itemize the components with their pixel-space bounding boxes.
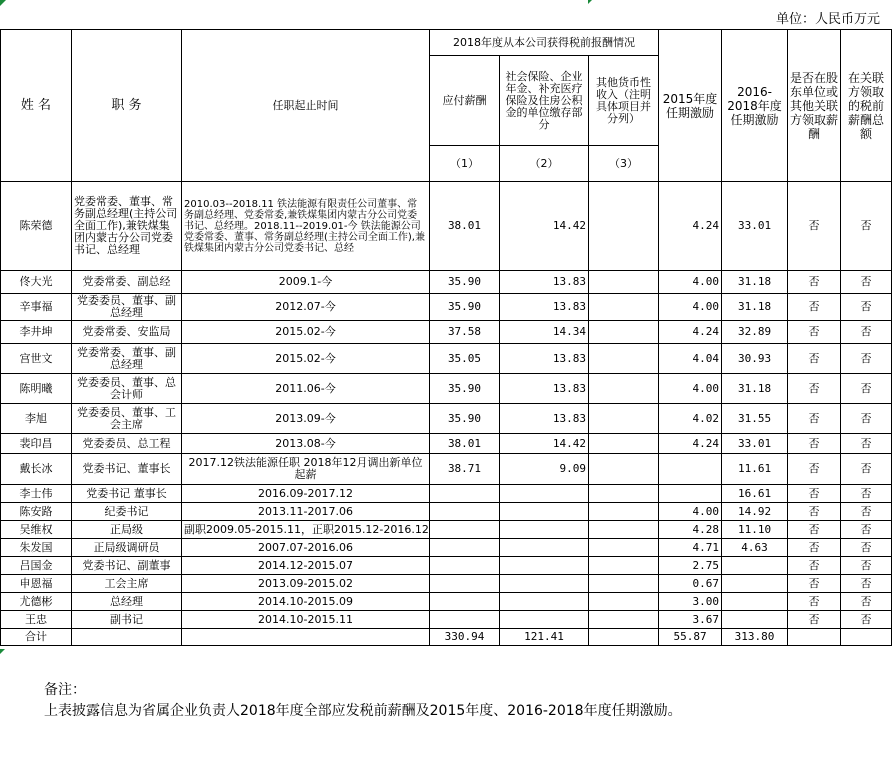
cell-term: 2015.02-今 xyxy=(182,344,430,374)
cell-other xyxy=(589,557,659,575)
col-related-header: 在关联方领取的税前薪酬总额 xyxy=(841,30,892,182)
cell-name: 宫世文 xyxy=(1,344,72,374)
cell-social xyxy=(500,485,589,503)
cell-salary xyxy=(430,593,500,611)
table-row xyxy=(1,539,892,557)
cell-related: 否 xyxy=(841,294,892,321)
cell-other xyxy=(589,503,659,521)
cell-term: 2007.07-2016.06 xyxy=(182,539,430,557)
cell-term: 2009.1-今 xyxy=(182,271,430,294)
cell-position: 党委委员、董事、工会主席 xyxy=(72,404,182,434)
col-2015-header: 2015年度任期激励 xyxy=(659,30,722,182)
cell-related: 否 xyxy=(841,503,892,521)
corner-marker xyxy=(0,0,6,6)
cell-other xyxy=(589,521,659,539)
cell-term: 2013.09-今 xyxy=(182,404,430,434)
cell-related: 否 xyxy=(841,521,892,539)
cell-shareholder: 否 xyxy=(788,294,841,321)
cell-inc2015: 4.24 xyxy=(659,321,722,344)
cell-shareholder: 否 xyxy=(788,344,841,374)
cell-salary xyxy=(430,557,500,575)
cell-social: 9.09 xyxy=(500,454,589,485)
cell-related: 否 xyxy=(841,539,892,557)
cell-related: 否 xyxy=(841,404,892,434)
cell-position: 党委常委、董事、副总经理 xyxy=(72,344,182,374)
cell-position: 正局级调研员 xyxy=(72,539,182,557)
table-row xyxy=(1,344,892,374)
cell-shareholder: 否 xyxy=(788,539,841,557)
cell-inc2015: 4.71 xyxy=(659,539,722,557)
cell-position: 党委委员、总工程 xyxy=(72,434,182,454)
cell-inc2015 xyxy=(659,485,722,503)
cell-salary xyxy=(430,503,500,521)
cell-term: 2013.08-今 xyxy=(182,434,430,454)
cell-position: 党委委员、董事、副总经理 xyxy=(72,294,182,321)
cell-salary: 35.05 xyxy=(430,344,500,374)
total-label: 合计 xyxy=(1,629,72,646)
cell-social: 13.83 xyxy=(500,344,589,374)
cell-position: 党委书记、董事长 xyxy=(72,454,182,485)
cell-related: 否 xyxy=(841,182,892,271)
cell-social: 14.42 xyxy=(500,182,589,271)
total-salary: 330.94 xyxy=(430,629,500,646)
total-inc2015: 55.87 xyxy=(659,629,722,646)
corner-marker xyxy=(588,0,592,4)
cell-salary: 35.90 xyxy=(430,374,500,404)
total-social: 121.41 xyxy=(500,629,589,646)
cell-name: 吕国金 xyxy=(1,557,72,575)
cell-term: 2017.12铁法能源任职 2018年12月调出新单位起薪 xyxy=(182,454,430,485)
col-term-header: 任职起止时间 xyxy=(182,30,430,182)
cell-position: 副书记 xyxy=(72,611,182,629)
notes-body: 上表披露信息为省属企业负责人2018年度全部应发税前薪酬及2015年度、2016-2018年度任期激励。 xyxy=(44,703,682,719)
col-other-header: 其他货币性收入（注明具体项目并分列） xyxy=(589,56,659,146)
cell-salary: 35.90 xyxy=(430,271,500,294)
cell-term: 2013.09-2015.02 xyxy=(182,575,430,593)
cell-shareholder: 否 xyxy=(788,182,841,271)
table-row xyxy=(1,485,892,503)
cell-inc2015: 4.24 xyxy=(659,182,722,271)
cell-inc2015: 4.00 xyxy=(659,374,722,404)
cell-shareholder: 否 xyxy=(788,374,841,404)
cell-inc2016: 14.92 xyxy=(722,503,788,521)
cell-inc2015: 4.28 xyxy=(659,521,722,539)
table-row xyxy=(1,521,892,539)
cell-term: 2014.10-2015.11 xyxy=(182,611,430,629)
cell-social xyxy=(500,521,589,539)
cell-inc2016: 30.93 xyxy=(722,344,788,374)
cell-inc2016: 11.61 xyxy=(722,454,788,485)
table-row xyxy=(1,321,892,344)
cell-shareholder: 否 xyxy=(788,611,841,629)
cell-position: 党委书记、副董事 xyxy=(72,557,182,575)
cell-shareholder: 否 xyxy=(788,575,841,593)
table-row xyxy=(1,503,892,521)
cell-related: 否 xyxy=(841,611,892,629)
table-row xyxy=(1,294,892,321)
cell-name: 李士伟 xyxy=(1,485,72,503)
cell-position: 总经理 xyxy=(72,593,182,611)
cell-related: 否 xyxy=(841,454,892,485)
cell-inc2016: 11.10 xyxy=(722,521,788,539)
cell-position: 党委书记 董事长 xyxy=(72,485,182,503)
cell-social xyxy=(500,593,589,611)
col-group-header: 2018年度从本公司获得税前报酬情况 xyxy=(430,30,659,56)
col-name-header: 姓 名 xyxy=(1,30,72,182)
cell-term: 2015.02-今 xyxy=(182,321,430,344)
cell-name: 朱发国 xyxy=(1,539,72,557)
cell-inc2016: 31.18 xyxy=(722,294,788,321)
cell-related: 否 xyxy=(841,593,892,611)
cell-inc2015: 3.00 xyxy=(659,593,722,611)
total-empty xyxy=(841,629,892,646)
cell-other xyxy=(589,575,659,593)
cell-shareholder: 否 xyxy=(788,454,841,485)
col-2016-header: 2016-2018年度任期激励 xyxy=(722,30,788,182)
cell-shareholder: 否 xyxy=(788,321,841,344)
cell-other xyxy=(589,271,659,294)
cell-shareholder: 否 xyxy=(788,271,841,294)
cell-shareholder: 否 xyxy=(788,593,841,611)
cell-position: 工会主席 xyxy=(72,575,182,593)
col-position-header: 职 务 xyxy=(72,30,182,182)
table-row xyxy=(1,593,892,611)
cell-social xyxy=(500,503,589,521)
cell-position: 党委委员、董事、总会计师 xyxy=(72,374,182,404)
total-empty xyxy=(72,629,182,646)
cell-term: 2016.09-2017.12 xyxy=(182,485,430,503)
cell-name: 李旭 xyxy=(1,404,72,434)
cell-inc2015: 4.04 xyxy=(659,344,722,374)
cell-inc2015: 3.67 xyxy=(659,611,722,629)
table-row xyxy=(1,557,892,575)
table-row xyxy=(1,404,892,434)
cell-name: 申恩福 xyxy=(1,575,72,593)
cell-salary: 35.90 xyxy=(430,294,500,321)
total-inc2016: 313.80 xyxy=(722,629,788,646)
unit-label: 单位：人民币万元 xyxy=(775,12,880,27)
col-shareholder-header: 是否在股东单位或其他关联方领取薪酬 xyxy=(788,30,841,182)
col-social-header: 社会保险、企业年金、补充医疗保险及住房公积金的单位缴存部分 xyxy=(500,56,589,146)
cell-name: 辛事福 xyxy=(1,294,72,321)
cell-inc2015 xyxy=(659,454,722,485)
cell-inc2016: 33.01 xyxy=(722,182,788,271)
cell-other xyxy=(589,539,659,557)
cell-inc2016: 4.63 xyxy=(722,539,788,557)
cell-inc2015: 2.75 xyxy=(659,557,722,575)
cell-salary xyxy=(430,521,500,539)
col-n1-header: （1） xyxy=(430,146,500,182)
cell-inc2016 xyxy=(722,611,788,629)
notes-title: 备注： xyxy=(44,682,86,698)
total-empty xyxy=(182,629,430,646)
cell-shareholder: 否 xyxy=(788,557,841,575)
cell-salary: 35.90 xyxy=(430,404,500,434)
cell-inc2016 xyxy=(722,557,788,575)
table-row xyxy=(1,575,892,593)
cell-term: 2014.12-2015.07 xyxy=(182,557,430,575)
cell-salary xyxy=(430,575,500,593)
cell-name: 吴维权 xyxy=(1,521,72,539)
cell-name: 佟大光 xyxy=(1,271,72,294)
total-row xyxy=(1,629,892,646)
cell-related: 否 xyxy=(841,557,892,575)
cell-term: 2010.03--2018.11 铁法能源有限责任公司董事、常务副总经理、党委常委,兼铁煤集团内蒙古分公司党委书记、总经理。2018.11--2019.01-今 铁法能源公司党委常委、董事、常务副总经理(主持公司全面工作),兼铁煤集团内蒙古分公司党委书记、总经 xyxy=(182,182,430,271)
cell-social: 13.83 xyxy=(500,374,589,404)
cell-name: 裴印昌 xyxy=(1,434,72,454)
cell-shareholder: 否 xyxy=(788,485,841,503)
cell-salary xyxy=(430,485,500,503)
cell-other xyxy=(589,321,659,344)
col-n3-header: （3） xyxy=(589,146,659,182)
cell-inc2016 xyxy=(722,593,788,611)
cell-salary: 38.01 xyxy=(430,182,500,271)
cell-term: 2011.06-今 xyxy=(182,374,430,404)
cell-position: 纪委书记 xyxy=(72,503,182,521)
cell-other xyxy=(589,404,659,434)
cell-inc2016: 31.18 xyxy=(722,374,788,404)
header-row-1 xyxy=(1,30,892,56)
cell-other xyxy=(589,182,659,271)
col-salary-header: 应付薪酬 xyxy=(430,56,500,146)
cell-name: 李井坤 xyxy=(1,321,72,344)
total-empty xyxy=(788,629,841,646)
table-row xyxy=(1,454,892,485)
cell-related: 否 xyxy=(841,271,892,294)
cell-inc2016 xyxy=(722,575,788,593)
cell-salary: 37.58 xyxy=(430,321,500,344)
cell-name: 陈明曦 xyxy=(1,374,72,404)
cell-name: 王忠 xyxy=(1,611,72,629)
cell-social: 14.34 xyxy=(500,321,589,344)
table-row xyxy=(1,374,892,404)
cell-inc2016: 33.01 xyxy=(722,434,788,454)
cell-position: 党委常委、安监局 xyxy=(72,321,182,344)
cell-social: 14.42 xyxy=(500,434,589,454)
cell-term: 副职2009.05-2015.11，正职2015.12-2016.12 xyxy=(182,521,430,539)
cell-related: 否 xyxy=(841,575,892,593)
cell-other xyxy=(589,454,659,485)
cell-shareholder: 否 xyxy=(788,521,841,539)
cell-related: 否 xyxy=(841,321,892,344)
total-empty xyxy=(589,629,659,646)
cell-inc2015: 0.67 xyxy=(659,575,722,593)
cell-name: 戴长冰 xyxy=(1,454,72,485)
cell-inc2015: 4.00 xyxy=(659,294,722,321)
cell-inc2016: 32.89 xyxy=(722,321,788,344)
col-n2-header: （2） xyxy=(500,146,589,182)
cell-social xyxy=(500,539,589,557)
cell-position: 党委常委、副总经 xyxy=(72,271,182,294)
cell-salary: 38.01 xyxy=(430,434,500,454)
cell-name: 陈荣德 xyxy=(1,182,72,271)
cell-social: 13.83 xyxy=(500,294,589,321)
cell-term: 2012.07-今 xyxy=(182,294,430,321)
cell-shareholder: 否 xyxy=(788,434,841,454)
cell-social xyxy=(500,575,589,593)
cell-inc2016: 31.18 xyxy=(722,271,788,294)
cell-related: 否 xyxy=(841,434,892,454)
cell-inc2015: 4.24 xyxy=(659,434,722,454)
cell-other xyxy=(589,434,659,454)
cell-social xyxy=(500,611,589,629)
cell-position: 党委常委、董事、常务副总经理(主持公司全面工作),兼铁煤集团内蒙古分公司党委书记、总经理 xyxy=(72,182,182,271)
cell-inc2015: 4.00 xyxy=(659,271,722,294)
cell-salary xyxy=(430,539,500,557)
cell-shareholder: 否 xyxy=(788,404,841,434)
cell-inc2016: 31.55 xyxy=(722,404,788,434)
cell-shareholder: 否 xyxy=(788,503,841,521)
cell-other xyxy=(589,485,659,503)
salary-table xyxy=(0,29,892,646)
cell-other xyxy=(589,611,659,629)
cell-term: 2013.11-2017.06 xyxy=(182,503,430,521)
cell-related: 否 xyxy=(841,344,892,374)
cell-name: 尤德彬 xyxy=(1,593,72,611)
cell-related: 否 xyxy=(841,374,892,404)
corner-marker xyxy=(0,649,5,654)
table-row xyxy=(1,182,892,271)
cell-inc2015: 4.02 xyxy=(659,404,722,434)
cell-salary xyxy=(430,611,500,629)
cell-position: 正局级 xyxy=(72,521,182,539)
cell-social: 13.83 xyxy=(500,404,589,434)
cell-salary: 38.71 xyxy=(430,454,500,485)
cell-other xyxy=(589,344,659,374)
table-row xyxy=(1,271,892,294)
cell-related: 否 xyxy=(841,485,892,503)
cell-inc2015: 4.00 xyxy=(659,503,722,521)
cell-inc2016: 16.61 xyxy=(722,485,788,503)
cell-social: 13.83 xyxy=(500,271,589,294)
cell-social xyxy=(500,557,589,575)
cell-other xyxy=(589,294,659,321)
cell-name: 陈安路 xyxy=(1,503,72,521)
table-row xyxy=(1,434,892,454)
table-row xyxy=(1,611,892,629)
cell-other xyxy=(589,593,659,611)
cell-other xyxy=(589,374,659,404)
cell-term: 2014.10-2015.09 xyxy=(182,593,430,611)
